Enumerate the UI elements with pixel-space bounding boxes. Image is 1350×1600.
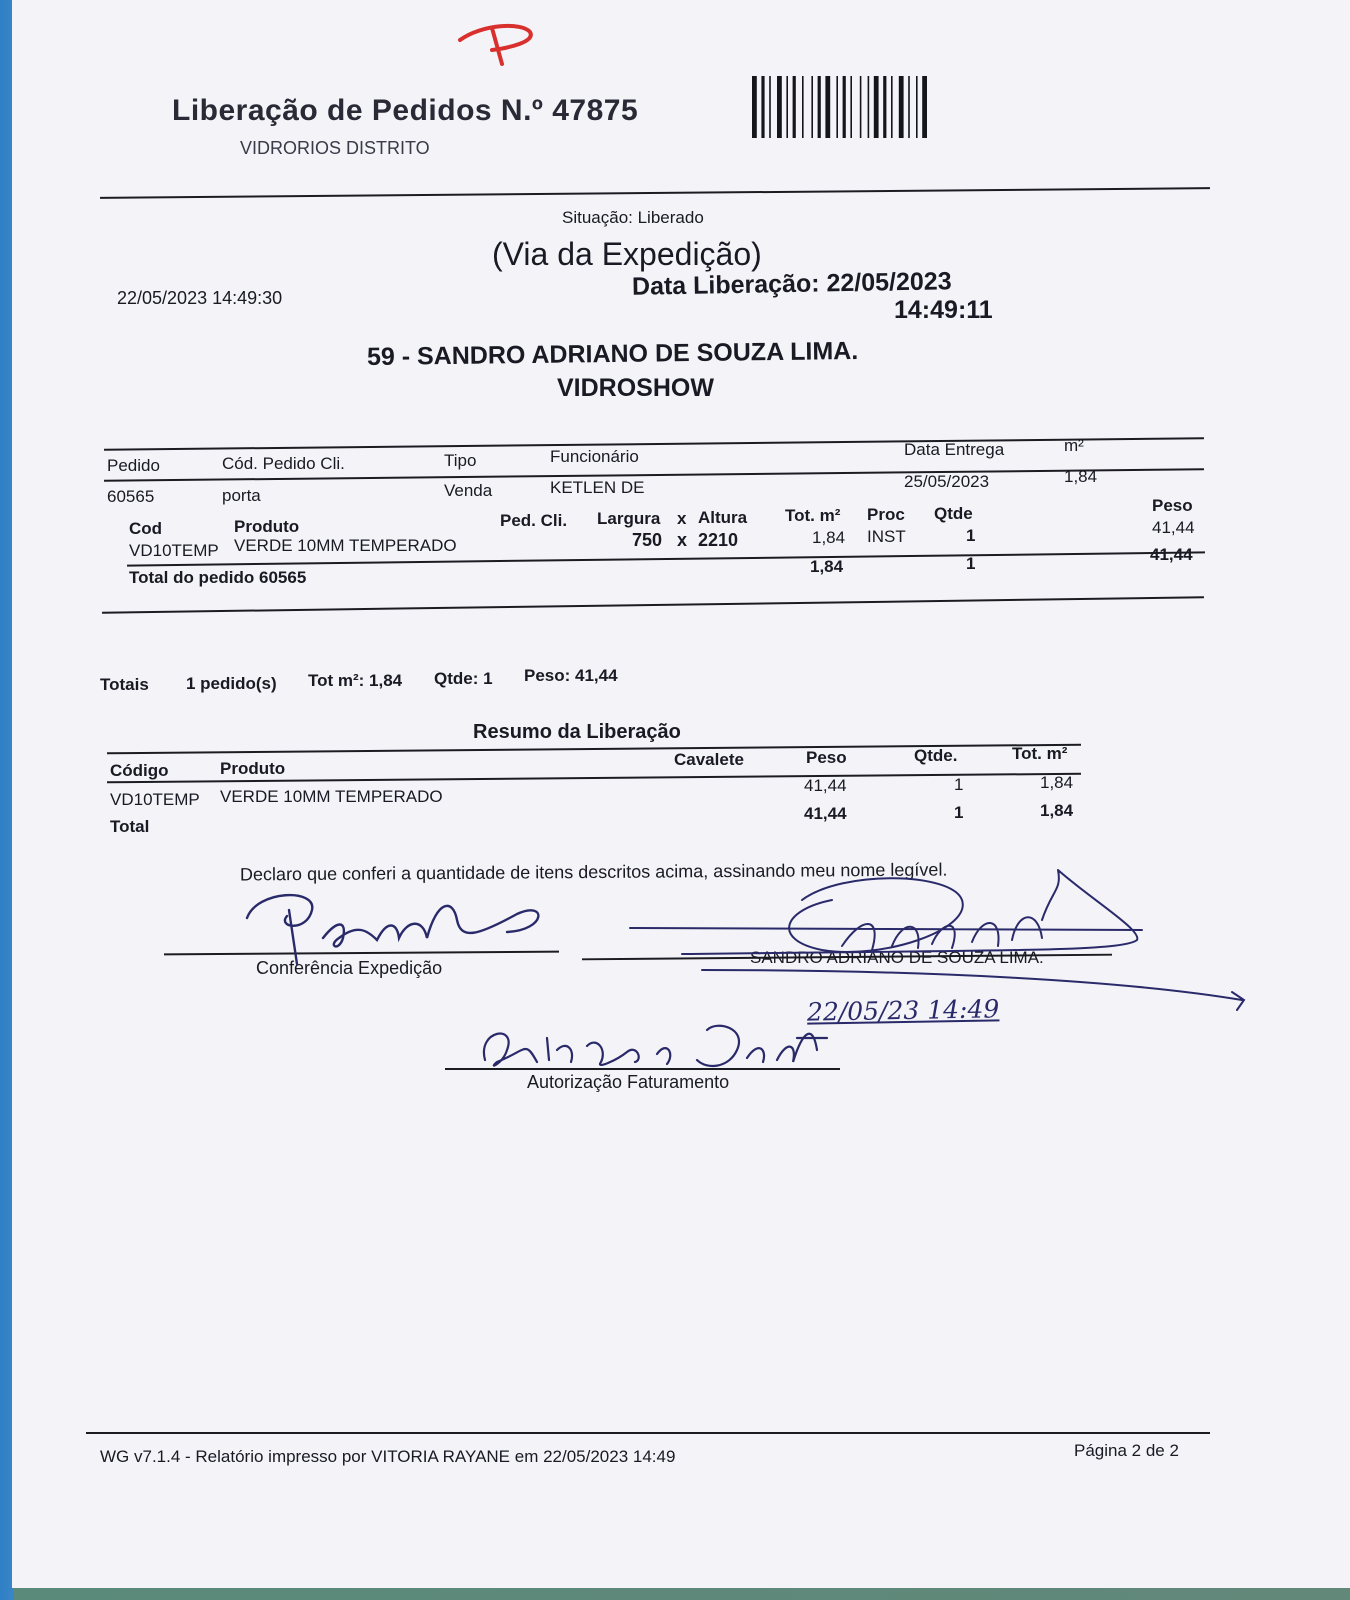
via-label: (Via da Expedição) — [492, 236, 762, 272]
total-pedido-peso: 41,44 — [1150, 545, 1193, 564]
item-col-proc: Proc — [867, 505, 905, 524]
barcode — [752, 76, 952, 143]
item-col-ped-cli: Ped. Cli. — [500, 511, 568, 530]
situacao-label: Situação: Liberado — [562, 208, 704, 227]
total-pedido-label: Total do pedido 60565 — [129, 568, 307, 587]
item-altura: 2210 — [698, 530, 739, 550]
document-title: Liberação de Pedidos N.º 47875 — [172, 94, 639, 127]
client-name: 59 - SANDRO ADRIANO DE SOUZA LIMA. — [366, 337, 859, 371]
resumo-total-peso: 41,44 — [804, 804, 847, 823]
declaration-text: Declaro que conferi a quantidade de itens descritos acima, assinando meu nome legível. — [239, 859, 948, 885]
item-col-produto: Produto — [234, 517, 300, 536]
resumo-codigo: VD10TEMP — [110, 790, 200, 809]
totais-peso: Peso: 41,44 — [524, 666, 618, 685]
item-cod: VD10TEMP — [129, 541, 219, 560]
col-pedido: Pedido — [107, 456, 160, 475]
resumo-title: Resumo da Liberação — [473, 721, 681, 743]
data-liberacao: Data Liberação: 22/05/2023 — [631, 267, 952, 301]
conferencia-signature — [227, 880, 567, 975]
order-table-top-border — [104, 437, 1204, 451]
col-m2: m² — [1064, 436, 1084, 455]
footer-right: Página 2 de 2 — [1074, 1441, 1179, 1460]
resumo-total-label: Total — [110, 817, 150, 836]
resumo-col-produto: Produto — [220, 759, 286, 778]
print-datetime: 22/05/2023 14:49:30 — [117, 288, 283, 308]
footer-left: WG v7.1.4 - Relatório impresso por VITORIA RAYANE em 22/05/2023 14:49 — [100, 1447, 676, 1466]
conferencia-label: Conferência Expedição — [256, 958, 443, 978]
resumo-col-codigo: Código — [110, 761, 169, 780]
item-x: x — [677, 530, 688, 550]
resumo-tot-m2: 1,84 — [1040, 773, 1074, 792]
totais-m2: Tot m²: 1,84 — [308, 671, 403, 690]
item-col-x: x — [677, 509, 687, 528]
totais-qtde: Qtde: 1 — [434, 669, 493, 688]
company-name: VIDRORIOS DISTRITO — [240, 138, 430, 158]
col-cod-pedido-cli: Cód. Pedido Cli. — [222, 454, 345, 473]
resumo-qtde: 1 — [954, 775, 964, 794]
val-data-entrega: 25/05/2023 — [904, 472, 990, 491]
client-company: VIDROSHOW — [557, 374, 714, 402]
handwritten-p-mark — [452, 18, 542, 78]
item-qtde: 1 — [966, 526, 976, 545]
totais-label: Totais — [100, 675, 149, 694]
val-m2: 1,84 — [1064, 467, 1098, 486]
resumo-col-tot-m2: Tot. m² — [1012, 744, 1068, 763]
data-liberacao-time: 14:49:11 — [894, 296, 993, 324]
val-funcionario: KETLEN DE — [550, 478, 645, 497]
header-divider — [100, 187, 1210, 199]
resumo-total-m2: 1,84 — [1040, 801, 1074, 820]
footer-divider — [86, 1432, 1210, 1434]
item-col-qtde: Qtde — [934, 504, 973, 523]
col-data-entrega: Data Entrega — [904, 440, 1005, 459]
total-pedido-m2: 1,84 — [810, 557, 844, 576]
autorizacao-label: Autorização Faturamento — [527, 1072, 730, 1092]
autorizacao-signature — [467, 1010, 847, 1085]
resumo-col-peso: Peso — [806, 748, 847, 767]
resumo-col-cavalete: Cavalete — [674, 750, 744, 769]
resumo-col-qtde: Qtde. — [914, 746, 958, 765]
val-pedido: 60565 — [107, 487, 155, 506]
item-col-tot-m2: Tot. m² — [785, 506, 841, 525]
document-page — [12, 0, 1350, 1588]
item-col-altura: Altura — [698, 508, 748, 527]
item-tot-m2: 1,84 — [812, 528, 846, 547]
item-peso: 41,44 — [1152, 518, 1195, 537]
totais-pedidos: 1 pedido(s) — [186, 674, 277, 693]
val-cod-pedido-cli: porta — [222, 486, 261, 505]
resumo-produto: VERDE 10MM TEMPERADO — [220, 787, 443, 806]
order-table-bottom-border — [102, 596, 1204, 613]
col-tipo: Tipo — [444, 451, 477, 470]
col-funcionario: Funcionário — [550, 447, 639, 466]
total-pedido-qtde: 1 — [966, 554, 976, 573]
val-tipo: Venda — [444, 481, 493, 500]
item-proc: INST — [867, 527, 906, 546]
handwritten-date: 22/05/23 14:49 — [806, 994, 1000, 1027]
item-col-peso: Peso — [1152, 496, 1193, 515]
resumo-peso: 41,44 — [804, 776, 847, 795]
item-col-cod: Cod — [129, 519, 163, 538]
resumo-total-qtde: 1 — [954, 803, 964, 822]
item-largura: 750 — [632, 530, 663, 550]
item-col-largura: Largura — [597, 509, 661, 528]
item-produto: VERDE 10MM TEMPERADO — [234, 536, 457, 555]
client-sign-name: SANDRO ADRIANO DE SOUZA LIMA. — [750, 948, 1044, 967]
